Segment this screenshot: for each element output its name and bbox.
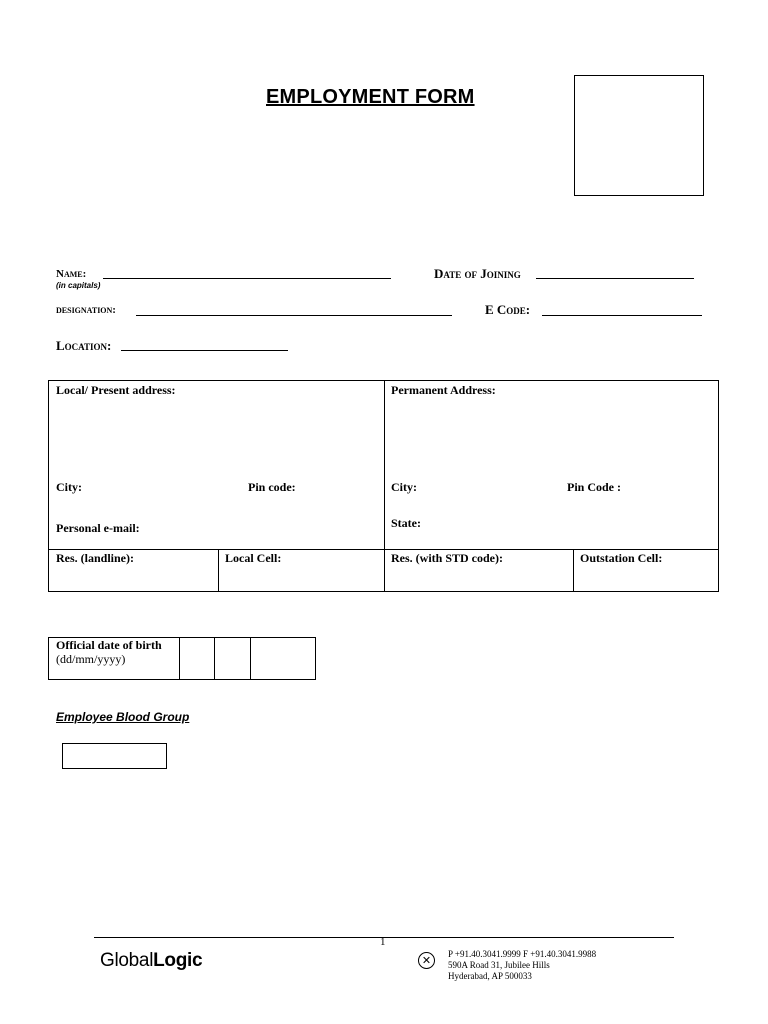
photo-box (574, 75, 704, 196)
dob-format: (dd/mm/yyyy) (56, 652, 126, 666)
permanent-address-label: Permanent Address: (391, 383, 496, 397)
page-number: 1 (380, 936, 386, 948)
blood-group-field[interactable] (62, 743, 167, 769)
local-address-cell[interactable] (49, 381, 385, 550)
designation-label: designation: (56, 304, 116, 316)
name-field[interactable] (103, 268, 391, 279)
res-landline-label: Res. (landline): (56, 551, 134, 565)
logo-light-text: Global (100, 950, 154, 971)
local-cell-cell[interactable] (219, 550, 385, 592)
outstation-cell-cell[interactable] (574, 550, 719, 592)
dob-month-cell[interactable] (215, 638, 251, 680)
permanent-city-label: City: (391, 480, 417, 494)
res-std-label: Res. (with STD code): (391, 551, 503, 565)
dob-day-cell[interactable] (180, 638, 215, 680)
local-cell-label: Local Cell: (225, 551, 282, 565)
footer-contact (448, 949, 596, 982)
res-std-cell[interactable] (385, 550, 574, 592)
dob-label: Official date of birth (56, 638, 162, 652)
permanent-address-cell[interactable] (385, 381, 719, 550)
local-pin-code-label: Pin code: (248, 480, 296, 494)
outstation-cell-label: Outstation Cell: (580, 551, 663, 565)
dob-table (48, 637, 316, 680)
date-of-joining-label: Date of Joining (434, 266, 521, 281)
state-label: State: (391, 516, 421, 530)
name-label: Name: (56, 268, 87, 280)
res-landline-cell[interactable] (49, 550, 219, 592)
logo-bold-text: Logic (153, 950, 203, 971)
footer-address-line1: 590A Road 31, Jubilee Hills (448, 960, 550, 970)
name-sub-label: (in capitals) (56, 281, 101, 290)
local-address-label: Local/ Present address: (56, 383, 176, 397)
location-field[interactable] (121, 340, 288, 351)
footer-phone: P +91.40.3041.9999 F +91.40.3041.9988 (448, 949, 597, 959)
globallogic-logo (100, 950, 202, 972)
personal-email-label: Personal e-mail: (56, 521, 140, 535)
dob-year-cell[interactable] (251, 638, 316, 680)
permanent-pin-code-label: Pin Code : (567, 480, 621, 494)
location-label: Location: (56, 338, 112, 353)
footer-address-line2: Hyderabad, AP 500033 (448, 971, 532, 981)
ecode-label: E Code: (485, 302, 531, 317)
address-table (48, 380, 719, 592)
blood-group-label: Employee Blood Group (56, 710, 190, 724)
local-city-label: City: (56, 480, 82, 494)
dob-label-cell (49, 638, 180, 680)
ecode-field[interactable] (542, 305, 702, 316)
date-of-joining-field[interactable] (536, 268, 694, 279)
form-title: EMPLOYMENT FORM (266, 86, 475, 108)
designation-field[interactable] (136, 305, 452, 316)
logo-mark-icon: ✕ (418, 952, 435, 969)
